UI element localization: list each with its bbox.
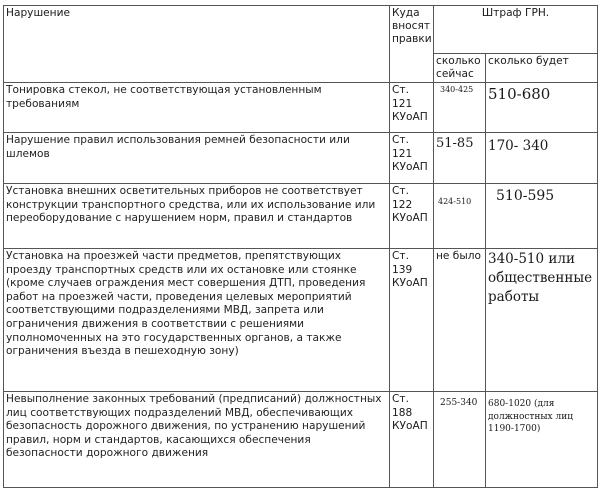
table-row (4, 249, 598, 392)
header-fine: Штраф ГРН. (434, 6, 598, 54)
violation-cell: Нарушение правил использования ремней безопасности или шлемов (4, 133, 390, 184)
table-row (4, 83, 598, 133)
fine-now-cell: 51-85 (434, 133, 486, 184)
fine-future-cell: 680-1020 (для должностных лиц 1190-1700) (486, 392, 598, 488)
article-cell: Ст. 121 КУоАП (390, 83, 434, 133)
header-article: Куда вносят правки (390, 6, 434, 83)
fines-table (3, 5, 598, 488)
violation-cell: Установка внешних осветительных приборов не соответствует конструкции транспортного средства, или их использование или переоборудование с нарушением норм, правил и стандартов (4, 184, 390, 249)
fine-now-cell: 340-425 (434, 83, 486, 133)
table-row (4, 184, 598, 249)
header-violation: Нарушение (4, 6, 390, 83)
table-header-row-1 (4, 6, 598, 54)
violation-cell: Установка на проезжей части предметов, препятствующих проезду транспортных средств или их остановке или стоянке (кроме случаев ограждения мест совершения ДТП, проведения работ на проезжей части, проведения целевых мероприятий соответствующими подразделениями МВД, запрета или ограничения движения в соответствии с решениями уполномоченных на это государственных органов, а также ограничения въезда в пешеходную зону) (4, 249, 390, 392)
header-fine-now: сколько сейчас (434, 54, 486, 83)
violation-cell: Невыполнение законных требований (предписаний) должностных лиц соответствующих подразделений МВД, обеспечивающих безопасность дорожного движения, по устранению нарушений правил, норм и стандартов, касающихся обеспечения безопасности дорожного движения (4, 392, 390, 488)
fine-now-cell: не было (434, 249, 486, 392)
fine-now-cell: 424-510 (434, 184, 486, 249)
header-fine-future: сколько будет (486, 54, 598, 83)
table-row (4, 133, 598, 184)
table-row (4, 392, 598, 488)
violation-cell: Тонировка стекол, не соответствующая установленным требованиям (4, 83, 390, 133)
article-cell: Ст. 139 КУоАП (390, 249, 434, 392)
fine-future-cell: 170- 340 (486, 133, 598, 184)
fine-now-cell: 255-340 (434, 392, 486, 488)
fine-future-cell: 510-595 (486, 184, 598, 249)
article-cell: Ст. 188 КУоАП (390, 392, 434, 488)
article-cell: Ст. 121 КУоАП (390, 133, 434, 184)
fine-future-cell: 340-510 или общественные работы (486, 249, 598, 392)
fine-future-cell: 510-680 (486, 83, 598, 133)
article-cell: Ст. 122 КУоАП (390, 184, 434, 249)
